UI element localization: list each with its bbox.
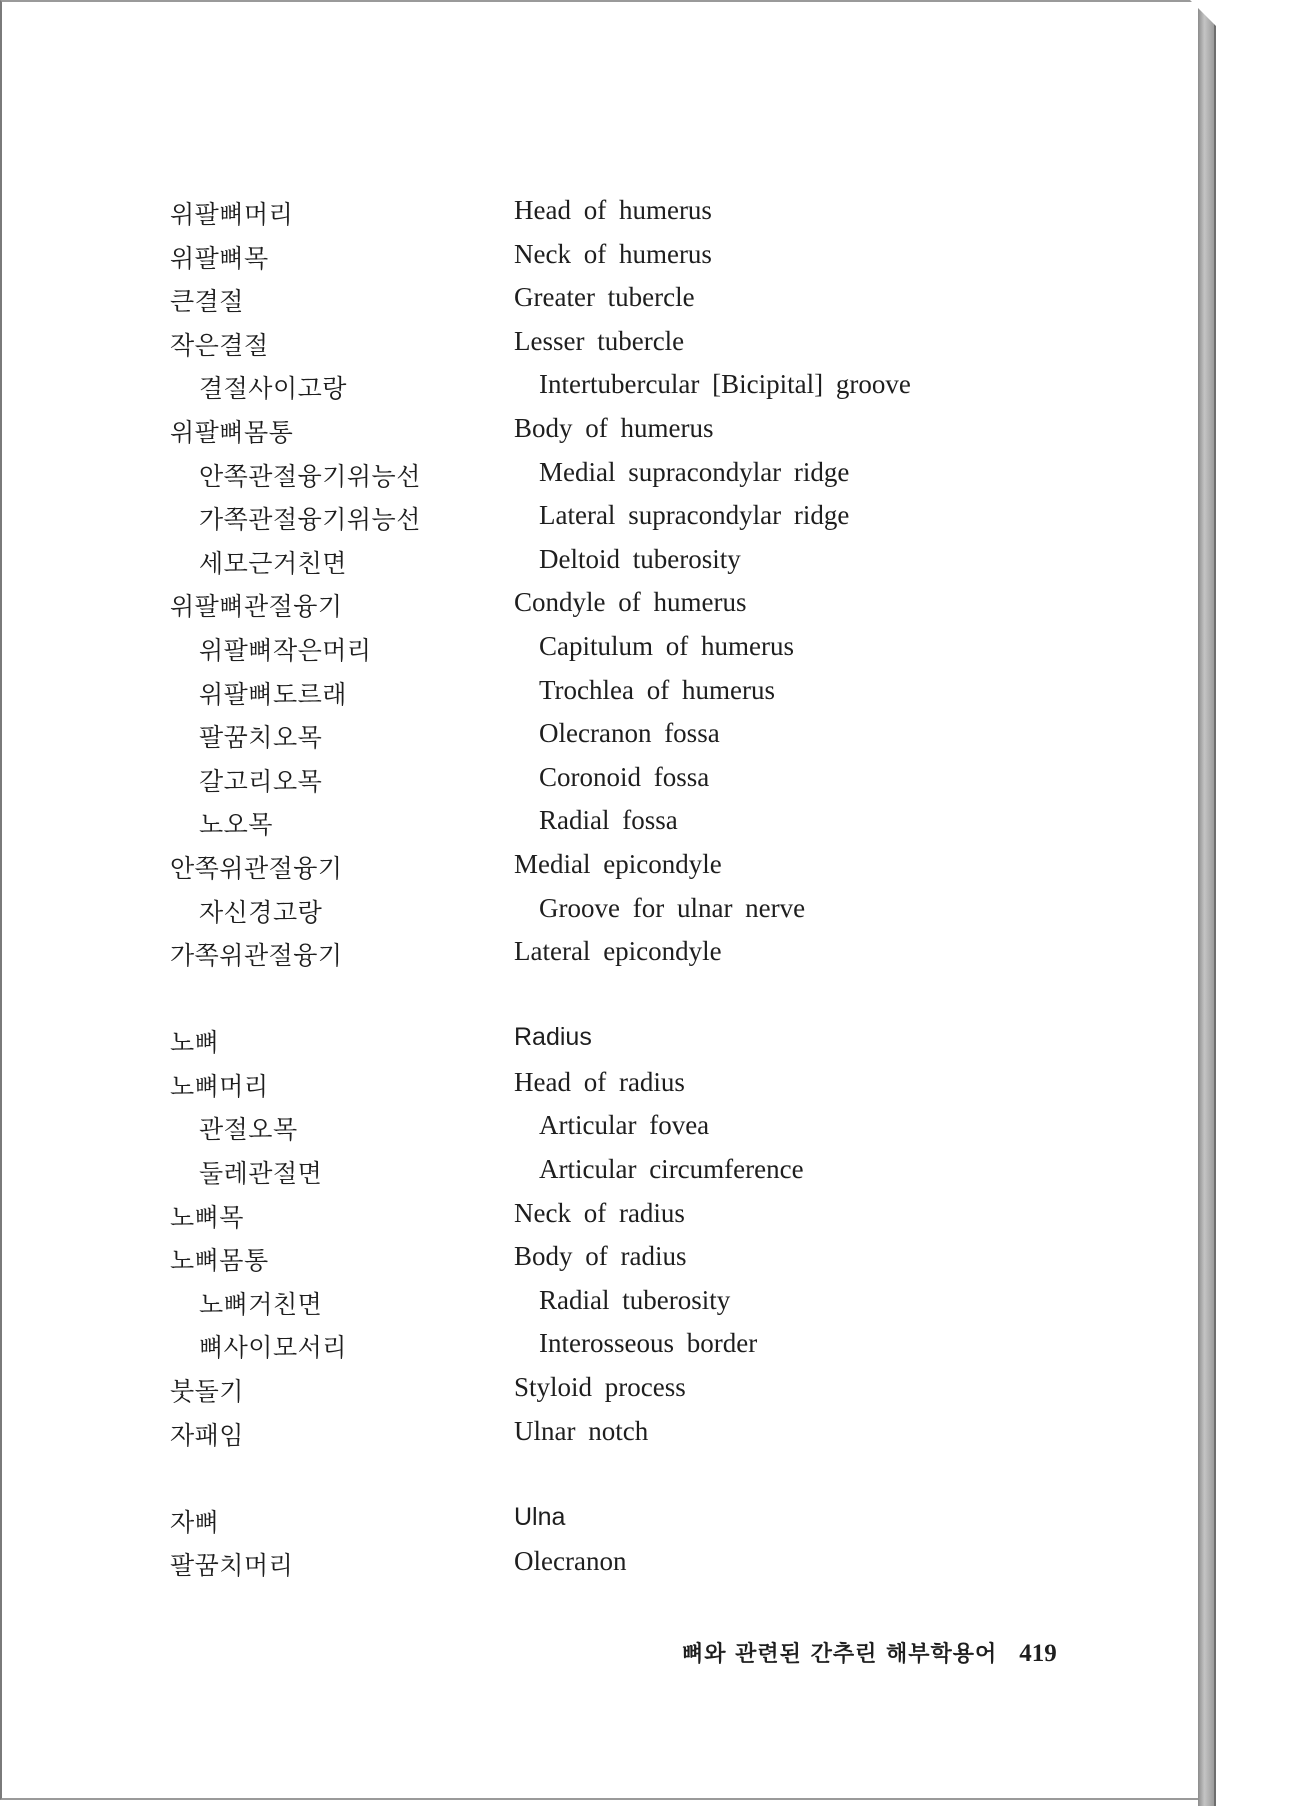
- english-term: Medial epicondyle: [514, 848, 722, 879]
- korean-term: 가쪽관절융기위능선: [199, 505, 421, 535]
- term-row: [2, 1285, 1102, 1329]
- term-row: [2, 544, 1102, 588]
- english-term: Deltoid tuberosity: [539, 543, 741, 574]
- english-term: Radial fossa: [539, 805, 678, 836]
- english-term: Trochlea of humerus: [539, 674, 775, 705]
- english-term: Lateral supracondylar ridge: [539, 500, 850, 531]
- korean-term: 세모근거친면: [199, 548, 347, 578]
- term-row: [2, 718, 1102, 762]
- english-term: Radial tuberosity: [539, 1284, 731, 1315]
- english-term: Interosseous border: [539, 1328, 758, 1359]
- page-corner: [1190, 0, 1216, 26]
- korean-term: 노뼈: [170, 1028, 220, 1058]
- term-row: [2, 1067, 1102, 1111]
- korean-term: 자뼈: [170, 1507, 220, 1537]
- english-term: Articular fovea: [539, 1110, 710, 1141]
- korean-term: 위팔뼈도르래: [199, 679, 347, 709]
- page-number: 419: [1019, 1640, 1057, 1667]
- korean-term: 팔꿈치머리: [170, 1551, 294, 1581]
- term-row: [2, 1372, 1102, 1416]
- english-term: Lesser tubercle: [514, 325, 685, 356]
- korean-term: 안쪽관절융기위능선: [199, 461, 421, 491]
- term-row: [2, 936, 1102, 980]
- term-row: [2, 500, 1102, 544]
- english-term: Intertubercular [Bicipital] groove: [539, 369, 911, 400]
- korean-term: 위팔뼈목: [170, 243, 269, 273]
- term-row: [2, 457, 1102, 501]
- english-term: Olecranon: [514, 1546, 627, 1577]
- english-term: Olecranon fossa: [539, 718, 720, 749]
- english-term: Medial supracondylar ridge: [539, 456, 850, 487]
- english-term: Head of humerus: [514, 195, 712, 225]
- term-row: [2, 1023, 1102, 1067]
- english-term: Groove for ulnar nerve: [539, 892, 806, 923]
- korean-term: 갈고리오목: [199, 766, 323, 796]
- term-row: [2, 369, 1102, 413]
- running-footer-title: 뼈와 관련된 간추린 해부학용어: [682, 1642, 998, 1667]
- english-term: Greater tubercle: [514, 282, 695, 313]
- english-term: Styloid process: [514, 1372, 686, 1403]
- term-row: [2, 849, 1102, 893]
- anatomy-term-list: [2, 195, 1102, 1590]
- term-row: [2, 195, 1102, 239]
- english-term: Neck of radius: [514, 1197, 685, 1228]
- korean-term: 위팔뼈관절융기: [170, 592, 343, 622]
- english-term: Body of humerus: [514, 412, 714, 443]
- korean-term: 안쪽위관절융기: [170, 853, 343, 883]
- english-term: Articular circumference: [539, 1154, 804, 1185]
- english-term: Ulnar notch: [514, 1415, 649, 1446]
- korean-term: 노오목: [199, 810, 273, 840]
- korean-term: 둘레관절면: [199, 1159, 323, 1189]
- term-row: [2, 1328, 1102, 1372]
- english-term: Neck of humerus: [514, 238, 712, 269]
- korean-term: 노뼈목: [170, 1202, 244, 1232]
- term-row: [2, 762, 1102, 806]
- term-row: [2, 413, 1102, 457]
- section-gap: [2, 980, 1102, 1024]
- section-gap: [2, 1459, 1102, 1503]
- term-row: [2, 1198, 1102, 1242]
- english-term: Capitulum of humerus: [539, 630, 794, 661]
- korean-term: 위팔뼈작은머리: [199, 635, 372, 665]
- korean-term: 위팔뼈몸통: [170, 417, 294, 447]
- english-term: Ulna: [514, 1502, 566, 1531]
- term-row: [2, 1241, 1102, 1285]
- term-row: [2, 1154, 1102, 1198]
- korean-term: 자패임: [170, 1420, 244, 1450]
- korean-term: 결절사이고랑: [199, 374, 347, 404]
- term-row: [2, 326, 1102, 370]
- korean-term: 팔꿈치오목: [199, 723, 323, 753]
- korean-term: 뼈사이모서리: [199, 1333, 347, 1363]
- english-term: Head of radius: [514, 1066, 685, 1097]
- term-row: [2, 239, 1102, 283]
- korean-term: 위팔뼈머리: [170, 200, 294, 229]
- term-row: [2, 1110, 1102, 1154]
- korean-term: 작은결절: [170, 330, 269, 360]
- korean-term: 노뼈거친면: [199, 1289, 323, 1319]
- english-term: Lateral epicondyle: [514, 936, 722, 967]
- page-footer: [682, 1637, 1057, 1668]
- english-term: Condyle of humerus: [514, 587, 747, 618]
- korean-term: 자신경고랑: [199, 897, 323, 927]
- term-row: [2, 587, 1102, 631]
- term-row: [2, 1546, 1102, 1590]
- korean-term: 가쪽위관절융기: [170, 941, 343, 971]
- english-term: Coronoid fossa: [539, 761, 710, 792]
- term-row: [2, 675, 1102, 719]
- english-term: Body of radius: [514, 1241, 687, 1272]
- term-row: [2, 1503, 1102, 1547]
- term-row: [2, 282, 1102, 326]
- korean-term: 관절오목: [199, 1115, 298, 1145]
- korean-term: 붓돌기: [170, 1377, 244, 1407]
- korean-term: 큰결절: [170, 287, 244, 317]
- korean-term: 노뼈몸통: [170, 1246, 269, 1276]
- term-row: [2, 805, 1102, 849]
- term-row: [2, 1416, 1102, 1460]
- page-edge-shadow: [1198, 0, 1216, 1806]
- english-term: Radius: [514, 1023, 592, 1052]
- term-row: [2, 631, 1102, 675]
- term-row: [2, 893, 1102, 937]
- korean-term: 노뼈머리: [170, 1071, 269, 1101]
